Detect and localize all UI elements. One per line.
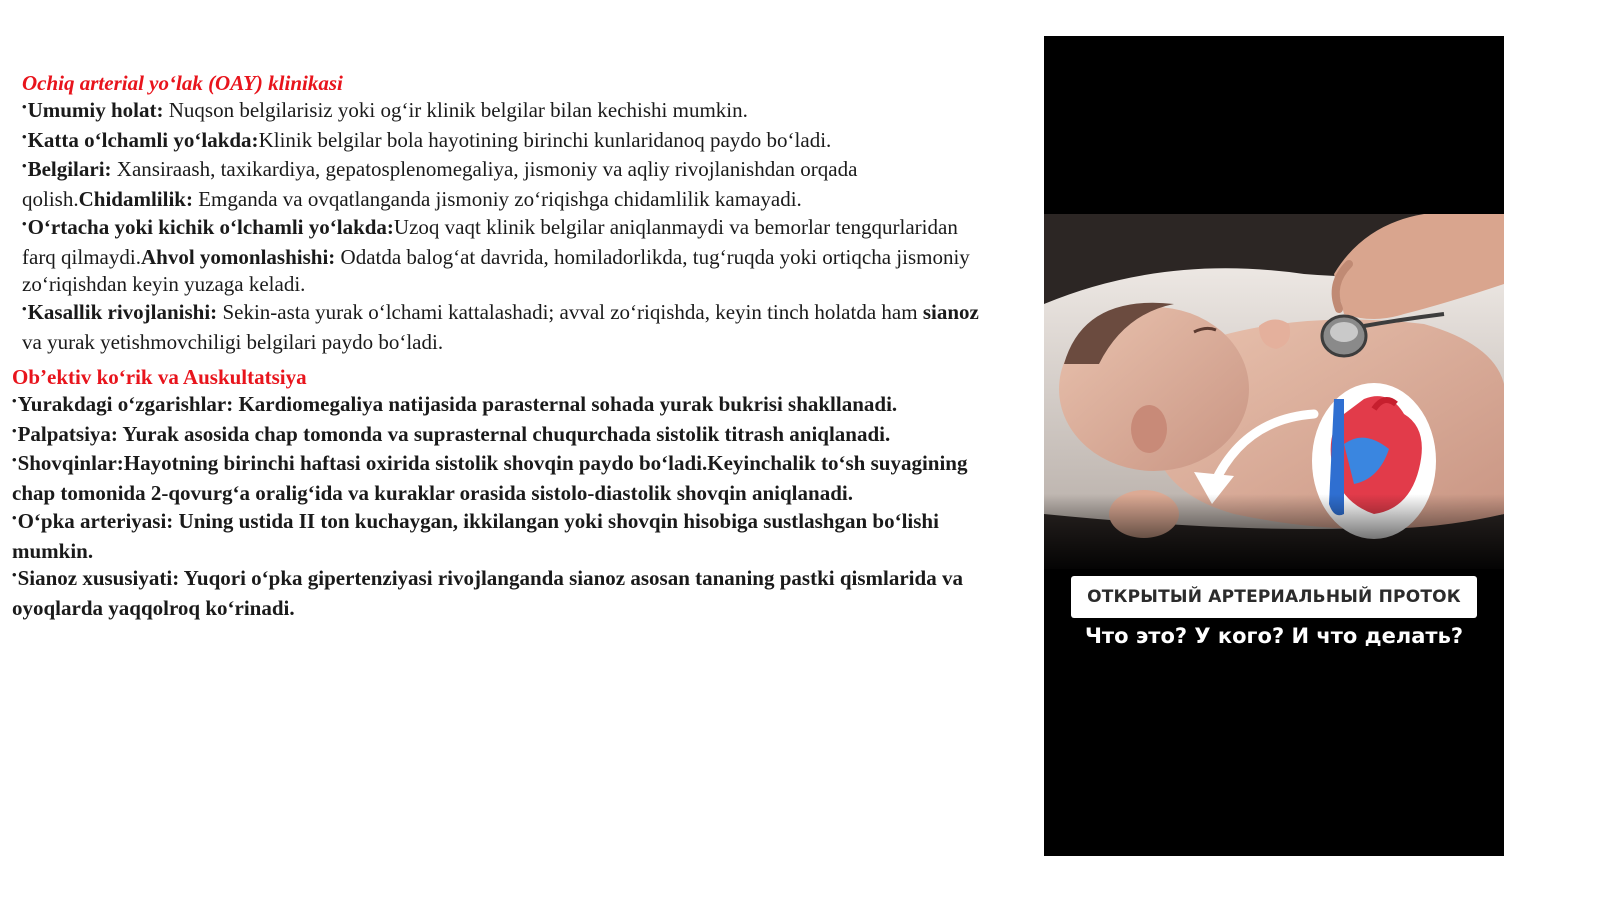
- section-examination: [12, 364, 1002, 623]
- clinic-item-general: [22, 97, 982, 127]
- clinic-item-label: Katta o‘lchamli yo‘lakda:: [27, 127, 259, 152]
- bullet: •: [22, 300, 27, 316]
- exam-item: [12, 391, 1002, 421]
- bullet: •: [12, 393, 17, 408]
- clinic-item-label-2: Chidamlilik:: [78, 187, 193, 212]
- clinic-item-label: Belgilari:: [27, 157, 112, 182]
- clinic-item-text: Sekin-asta yurak o‘lchami kattalashadi; avval zo‘riqishda, keyin tinch holatda ham: [217, 299, 923, 324]
- video-panel[interactable]: [1044, 36, 1504, 856]
- clinic-item-text: Nuqson belgilarisiz yoki og‘ir klinik belgilar bilan kechishi mumkin.: [163, 98, 748, 122]
- caption-title-box: [1071, 576, 1477, 618]
- photo-illustration: [1044, 214, 1504, 569]
- exam-item-text: O‘pka arteriyasi: Uning ustida II ton kuchaygan, ikkilangan yoki shovqin hisobiga sustlashgan bo‘lishi mumkin.: [12, 508, 939, 563]
- clinic-item-label: O‘rtacha yoki kichik o‘lchamli yo‘lakda:: [27, 214, 394, 239]
- clinic-item-label: Umumiy holat:: [27, 98, 164, 122]
- exam-item: [12, 508, 1002, 565]
- clinic-item-progression: [22, 299, 982, 356]
- bullet: •: [22, 158, 27, 174]
- clinic-item-text: Xansiraash, taxikardiya, gepatosplenomegaliya, jismoniy va aqliy rivojlanishdan orqada qolish.: [22, 157, 858, 212]
- bullet: •: [12, 509, 17, 525]
- exam-item-text: Palpatsiya: Yurak asosida chap tomonda va suprasternal chuqurchada sistolik titrash aniqlanadi.: [17, 421, 891, 446]
- clinic-item-label: Kasallik rivojlanishi:: [27, 299, 218, 324]
- exam-item-text: Sianoz xususiyati: Yuqori o‘pka gipertenziyasi rivojlanganda sianoz asosan tananing pastki qismlarida va oyoqlarda yaqqolroq ko‘rinadi.: [12, 566, 963, 620]
- clinic-item-label-2: Ahvol yomonlashishi:: [140, 244, 336, 269]
- clinic-item-text-2: va yurak yetishmovchiligi belgilari paydo bo‘ladi.: [22, 329, 444, 354]
- exam-item-text: Yurakdagi o‘zgarishlar: Kardiomegaliya natijasida parasternal sohada yurak bukrisi shakllanadi.: [17, 392, 898, 416]
- exam-item-text: Shovqinlar:Hayotning birinchi haftasi oxirida sistolik shovqin paydo bo‘ladi.Keyinchalik to‘sh suyagining chap tomonida 2-qovurg‘a oralig‘ida va kuraklar orasida sistolo-diastolik shovqin aniqlanadi.: [12, 451, 968, 506]
- clinic-item-large-duct: [22, 127, 982, 157]
- exam-item: [12, 421, 1002, 451]
- clinic-item-signs: [22, 156, 982, 213]
- clinic-item-small-duct: [22, 214, 982, 299]
- clinic-item-text: Klinik belgilar bola hayotining birinchi kunlaridanoq paydo bo‘ladi.: [258, 127, 832, 152]
- section-clinic-title: Ochiq arterial yo‘lak (OAY) klinikasi: [22, 71, 343, 95]
- section-clinic: [22, 70, 982, 356]
- infant-auscultation-photo: [1044, 214, 1504, 569]
- bullet: •: [22, 215, 27, 231]
- bullet: •: [22, 128, 27, 144]
- bullet: •: [12, 567, 17, 583]
- clinic-item-label-2: sianoz: [922, 299, 979, 324]
- section-examination-title: Ob’ektiv ko‘rik va Auskultatsiya: [12, 365, 307, 389]
- clinic-item-text: Uzoq vaqt klinik belgilar aniqlanmaydi va bemorlar tengqurlaridan farq qilmaydi.: [22, 214, 958, 269]
- bullet: •: [22, 99, 27, 114]
- clinic-item-text-2: Emganda va ovqatlanganda jismoniy zo‘riqishga chidamlilik kamayadi.: [192, 187, 802, 212]
- exam-item: [12, 450, 1002, 507]
- bullet: •: [12, 422, 17, 438]
- exam-item: [12, 565, 1002, 622]
- bullet: •: [12, 452, 17, 468]
- caption-subtitle: Что это? У кого? И что делать?: [1084, 624, 1464, 648]
- caption-title: ОТКРЫТЫЙ АРТЕРИАЛЬНЫЙ ПРОТОК: [1087, 587, 1461, 607]
- clinic-item-text-2: Odatda balog‘at davrida, homiladorlikda, tug‘ruqda yoki ortiqcha jismoniy zo‘riqishdan keyin yuzaga keladi.: [22, 244, 970, 297]
